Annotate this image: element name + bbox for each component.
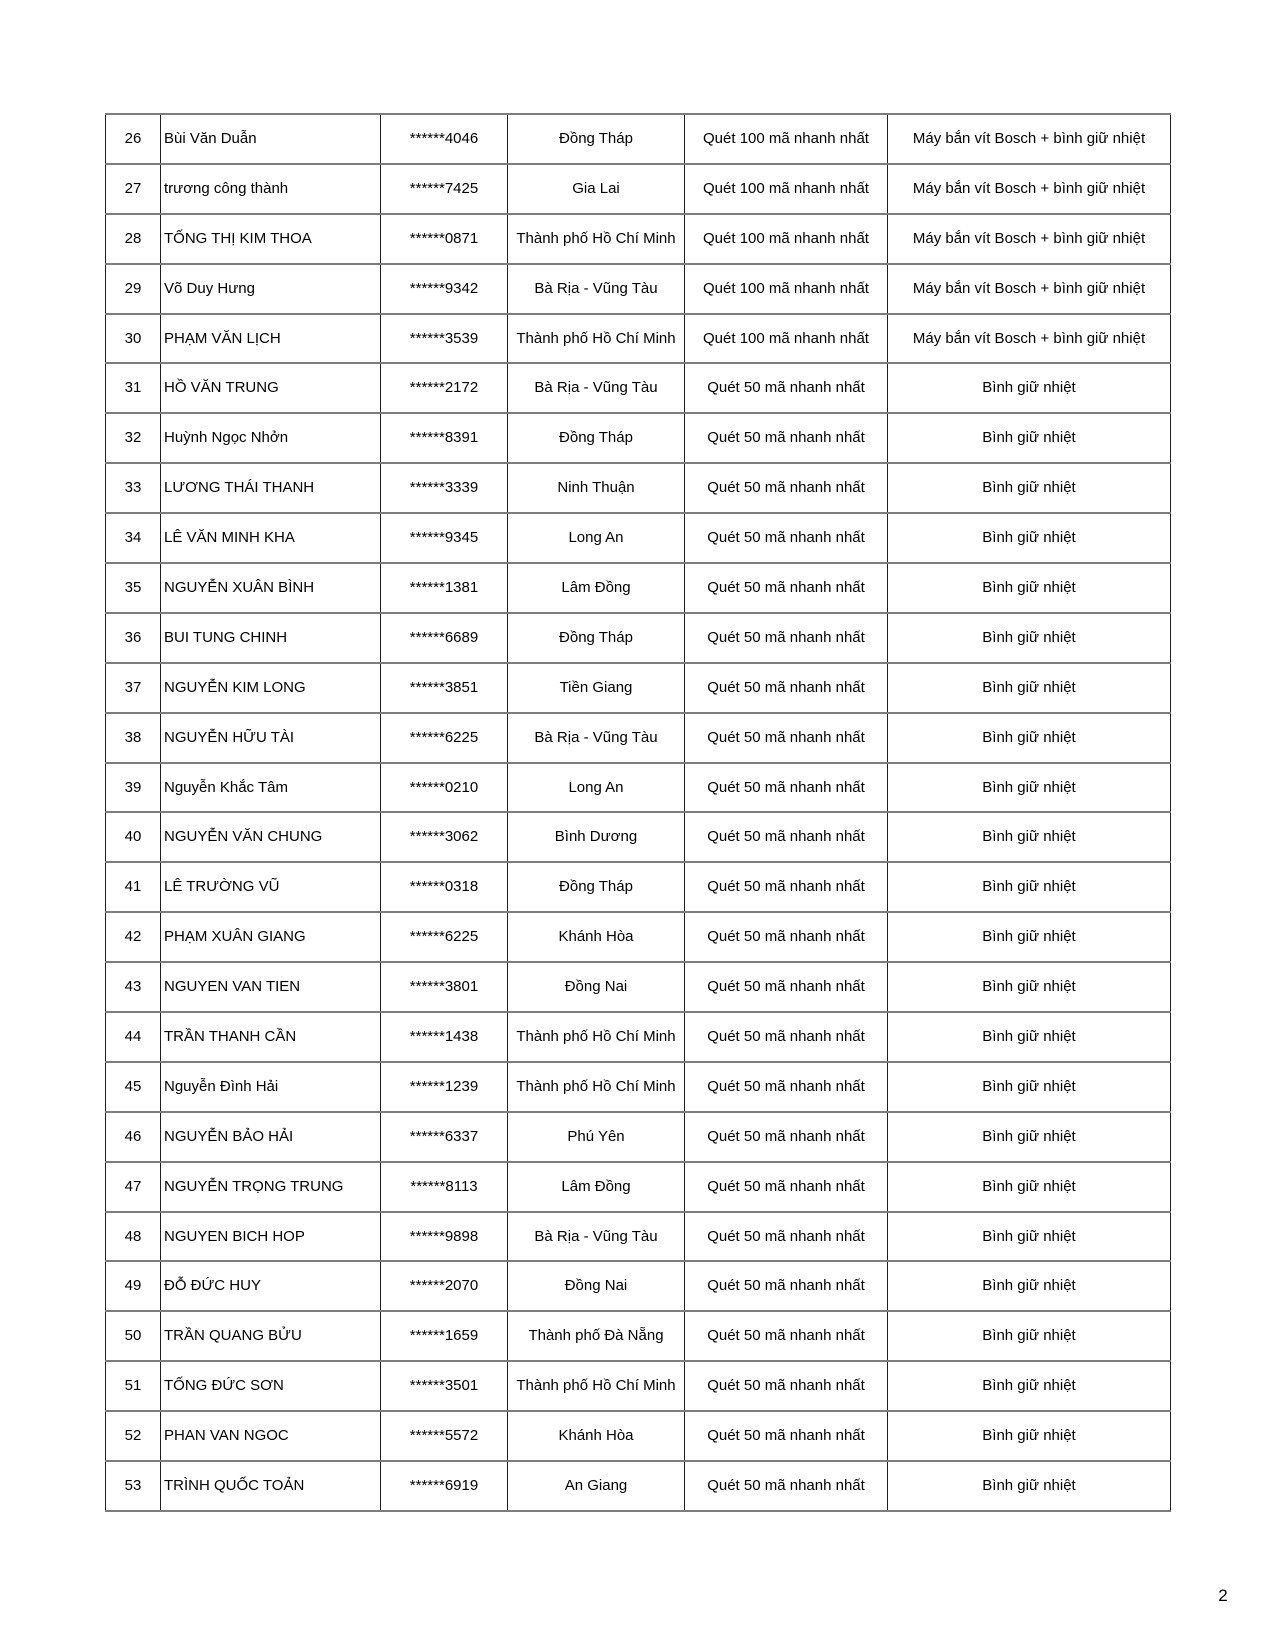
cell-province: Long An: [508, 763, 685, 813]
cell-no: 45: [106, 1062, 161, 1112]
cell-province: Khánh Hòa: [508, 912, 685, 962]
cell-province: Lâm Đồng: [508, 563, 685, 613]
cell-achievement: Quét 100 mã nhanh nhất: [685, 114, 888, 164]
cell-achievement: Quét 50 mã nhanh nhất: [685, 1361, 888, 1411]
cell-province: Bà Rịa - Vũng Tàu: [508, 363, 685, 413]
cell-phone: ******3801: [381, 962, 508, 1012]
table-row: [106, 1062, 1171, 1112]
cell-name: LƯƠNG THÁI THANH: [161, 463, 381, 513]
cell-phone: ******9345: [381, 513, 508, 563]
cell-no: 29: [106, 264, 161, 314]
cell-name: LÊ VĂN MINH KHA: [161, 513, 381, 563]
table-row: [106, 463, 1171, 513]
cell-phone: ******3851: [381, 663, 508, 713]
cell-phone: ******1239: [381, 1062, 508, 1112]
cell-province: Khánh Hòa: [508, 1411, 685, 1461]
cell-achievement: Quét 50 mã nhanh nhất: [685, 1411, 888, 1461]
cell-achievement: Quét 50 mã nhanh nhất: [685, 463, 888, 513]
table-row: [106, 214, 1171, 264]
cell-province: Đồng Tháp: [508, 114, 685, 164]
cell-prize: Bình giữ nhiệt: [888, 962, 1171, 1012]
cell-achievement: Quét 50 mã nhanh nhất: [685, 1261, 888, 1311]
table-row: [106, 763, 1171, 813]
cell-phone: ******3501: [381, 1361, 508, 1411]
table-row: [106, 513, 1171, 563]
cell-province: Lâm Đồng: [508, 1162, 685, 1212]
cell-province: Đồng Tháp: [508, 862, 685, 912]
table-row: [106, 713, 1171, 763]
cell-no: 41: [106, 862, 161, 912]
winners-table: [105, 113, 1171, 1512]
cell-prize: Bình giữ nhiệt: [888, 1012, 1171, 1062]
cell-prize: Bình giữ nhiệt: [888, 1062, 1171, 1112]
cell-achievement: Quét 50 mã nhanh nhất: [685, 713, 888, 763]
cell-no: 44: [106, 1012, 161, 1062]
cell-name: ĐỖ ĐỨC HUY: [161, 1261, 381, 1311]
cell-achievement: Quét 50 mã nhanh nhất: [685, 1311, 888, 1361]
cell-phone: ******1381: [381, 563, 508, 613]
page-number: 2: [1218, 1586, 1228, 1605]
cell-phone: ******2070: [381, 1261, 508, 1311]
cell-achievement: Quét 50 mã nhanh nhất: [685, 613, 888, 663]
cell-name: NGUYEN VAN TIEN: [161, 962, 381, 1012]
cell-phone: ******8113: [381, 1162, 508, 1212]
cell-achievement: Quét 50 mã nhanh nhất: [685, 1012, 888, 1062]
cell-no: 39: [106, 763, 161, 813]
cell-name: NGUYỄN KIM LONG: [161, 663, 381, 713]
cell-prize: Bình giữ nhiệt: [888, 713, 1171, 763]
cell-province: An Giang: [508, 1461, 685, 1511]
cell-prize: Bình giữ nhiệt: [888, 1112, 1171, 1162]
cell-phone: ******6337: [381, 1112, 508, 1162]
cell-achievement: Quét 50 mã nhanh nhất: [685, 812, 888, 862]
cell-phone: ******6689: [381, 613, 508, 663]
cell-phone: ******0871: [381, 214, 508, 264]
table-row: [106, 613, 1171, 663]
cell-no: 48: [106, 1212, 161, 1262]
cell-name: NGUYỄN TRỌNG TRUNG: [161, 1162, 381, 1212]
cell-name: TỐNG ĐỨC SƠN: [161, 1361, 381, 1411]
cell-province: Đồng Tháp: [508, 613, 685, 663]
table-row: [106, 164, 1171, 214]
cell-prize: Máy bắn vít Bosch + bình giữ nhiệt: [888, 264, 1171, 314]
cell-prize: Bình giữ nhiệt: [888, 1411, 1171, 1461]
table-row: [106, 114, 1171, 164]
table-row: [106, 912, 1171, 962]
cell-achievement: Quét 50 mã nhanh nhất: [685, 862, 888, 912]
cell-name: NGUYỄN VĂN CHUNG: [161, 812, 381, 862]
table-row: [106, 862, 1171, 912]
cell-no: 43: [106, 962, 161, 1012]
cell-phone: ******1438: [381, 1012, 508, 1062]
cell-phone: ******7425: [381, 164, 508, 214]
cell-no: 53: [106, 1461, 161, 1511]
cell-name: NGUYEN BICH HOP: [161, 1212, 381, 1262]
cell-prize: Bình giữ nhiệt: [888, 1361, 1171, 1411]
cell-no: 26: [106, 114, 161, 164]
cell-province: Đồng Nai: [508, 962, 685, 1012]
cell-province: Thành phố Hồ Chí Minh: [508, 1012, 685, 1062]
table-row: [106, 413, 1171, 463]
cell-no: 40: [106, 812, 161, 862]
cell-province: Tiền Giang: [508, 663, 685, 713]
cell-prize: Máy bắn vít Bosch + bình giữ nhiệt: [888, 164, 1171, 214]
cell-province: Thành phố Hồ Chí Minh: [508, 214, 685, 264]
cell-province: Bà Rịa - Vũng Tàu: [508, 264, 685, 314]
table-row: [106, 1261, 1171, 1311]
cell-prize: Bình giữ nhiệt: [888, 1461, 1171, 1511]
cell-prize: Bình giữ nhiệt: [888, 663, 1171, 713]
cell-name: TỐNG THỊ KIM THOA: [161, 214, 381, 264]
table-row: [106, 1112, 1171, 1162]
cell-achievement: Quét 50 mã nhanh nhất: [685, 413, 888, 463]
cell-no: 34: [106, 513, 161, 563]
cell-province: Đồng Nai: [508, 1261, 685, 1311]
cell-phone: ******3539: [381, 314, 508, 364]
cell-phone: ******0318: [381, 862, 508, 912]
table-row: [106, 1212, 1171, 1262]
cell-achievement: Quét 100 mã nhanh nhất: [685, 314, 888, 364]
cell-prize: Máy bắn vít Bosch + bình giữ nhiệt: [888, 214, 1171, 264]
cell-phone: ******4046: [381, 114, 508, 164]
cell-name: trương công thành: [161, 164, 381, 214]
cell-achievement: Quét 100 mã nhanh nhất: [685, 214, 888, 264]
cell-province: Bà Rịa - Vũng Tàu: [508, 1212, 685, 1262]
cell-prize: Bình giữ nhiệt: [888, 413, 1171, 463]
cell-province: Ninh Thuận: [508, 463, 685, 513]
cell-no: 47: [106, 1162, 161, 1212]
cell-no: 31: [106, 363, 161, 413]
table-row: [106, 363, 1171, 413]
cell-prize: Bình giữ nhiệt: [888, 363, 1171, 413]
cell-name: PHẠM VĂN LỊCH: [161, 314, 381, 364]
cell-phone: ******8391: [381, 413, 508, 463]
cell-no: 49: [106, 1261, 161, 1311]
cell-name: TRẦN THANH CẦN: [161, 1012, 381, 1062]
cell-phone: ******9898: [381, 1212, 508, 1262]
cell-no: 36: [106, 613, 161, 663]
cell-prize: Bình giữ nhiệt: [888, 1261, 1171, 1311]
cell-no: 50: [106, 1311, 161, 1361]
cell-prize: Bình giữ nhiệt: [888, 1212, 1171, 1262]
cell-no: 51: [106, 1361, 161, 1411]
cell-phone: ******3339: [381, 463, 508, 513]
winners-table-body: [106, 114, 1171, 1511]
cell-province: Gia Lai: [508, 164, 685, 214]
cell-no: 37: [106, 663, 161, 713]
cell-province: Thành phố Hồ Chí Minh: [508, 314, 685, 364]
table-row: [106, 1461, 1171, 1511]
cell-no: 28: [106, 214, 161, 264]
cell-name: HỒ VĂN TRUNG: [161, 363, 381, 413]
cell-prize: Máy bắn vít Bosch + bình giữ nhiệt: [888, 314, 1171, 364]
cell-phone: ******6225: [381, 912, 508, 962]
cell-no: 27: [106, 164, 161, 214]
table-row: [106, 812, 1171, 862]
cell-phone: ******2172: [381, 363, 508, 413]
cell-prize: Bình giữ nhiệt: [888, 912, 1171, 962]
cell-province: Long An: [508, 513, 685, 563]
cell-achievement: Quét 50 mã nhanh nhất: [685, 1461, 888, 1511]
cell-name: NGUYỄN HỮU TÀI: [161, 713, 381, 763]
cell-achievement: Quét 100 mã nhanh nhất: [685, 264, 888, 314]
cell-achievement: Quét 50 mã nhanh nhất: [685, 912, 888, 962]
cell-phone: ******6919: [381, 1461, 508, 1511]
cell-phone: ******0210: [381, 763, 508, 813]
table-row: [106, 314, 1171, 364]
cell-name: Nguyễn Đình Hải: [161, 1062, 381, 1112]
cell-achievement: Quét 100 mã nhanh nhất: [685, 164, 888, 214]
cell-name: Bùi Văn Duẫn: [161, 114, 381, 164]
cell-no: 38: [106, 713, 161, 763]
cell-phone: ******1659: [381, 1311, 508, 1361]
cell-name: TRÌNH QUỐC TOẢN: [161, 1461, 381, 1511]
cell-name: NGUYỄN BẢO HẢI: [161, 1112, 381, 1162]
cell-no: 46: [106, 1112, 161, 1162]
cell-no: 52: [106, 1411, 161, 1461]
cell-province: Phú Yên: [508, 1112, 685, 1162]
table-row: [106, 1012, 1171, 1062]
cell-province: Bình Dương: [508, 812, 685, 862]
cell-prize: Bình giữ nhiệt: [888, 463, 1171, 513]
table-row: [106, 264, 1171, 314]
cell-name: BUI TUNG CHINH: [161, 613, 381, 663]
cell-prize: Bình giữ nhiệt: [888, 812, 1171, 862]
table-row: [106, 962, 1171, 1012]
cell-prize: Bình giữ nhiệt: [888, 1311, 1171, 1361]
cell-province: Bà Rịa - Vũng Tàu: [508, 713, 685, 763]
cell-phone: ******9342: [381, 264, 508, 314]
cell-achievement: Quét 50 mã nhanh nhất: [685, 1212, 888, 1262]
cell-prize: Bình giữ nhiệt: [888, 513, 1171, 563]
cell-province: Thành phố Hồ Chí Minh: [508, 1062, 685, 1112]
cell-prize: Bình giữ nhiệt: [888, 763, 1171, 813]
cell-phone: ******6225: [381, 713, 508, 763]
cell-prize: Bình giữ nhiệt: [888, 862, 1171, 912]
cell-no: 35: [106, 563, 161, 613]
table-row: [106, 1311, 1171, 1361]
cell-prize: Bình giữ nhiệt: [888, 563, 1171, 613]
cell-no: 33: [106, 463, 161, 513]
cell-phone: ******5572: [381, 1411, 508, 1461]
cell-achievement: Quét 50 mã nhanh nhất: [685, 962, 888, 1012]
cell-name: NGUYỄN XUÂN BÌNH: [161, 563, 381, 613]
cell-achievement: Quét 50 mã nhanh nhất: [685, 1162, 888, 1212]
table-row: [106, 563, 1171, 613]
cell-name: Nguyễn Khắc Tâm: [161, 763, 381, 813]
cell-name: Huỳnh Ngọc Nhởn: [161, 413, 381, 463]
table-row: [106, 1411, 1171, 1461]
cell-achievement: Quét 50 mã nhanh nhất: [685, 513, 888, 563]
cell-achievement: Quét 50 mã nhanh nhất: [685, 1062, 888, 1112]
cell-achievement: Quét 50 mã nhanh nhất: [685, 663, 888, 713]
cell-name: TRẦN QUANG BỬU: [161, 1311, 381, 1361]
cell-no: 42: [106, 912, 161, 962]
cell-achievement: Quét 50 mã nhanh nhất: [685, 763, 888, 813]
cell-no: 30: [106, 314, 161, 364]
cell-achievement: Quét 50 mã nhanh nhất: [685, 1112, 888, 1162]
table-row: [106, 1361, 1171, 1411]
cell-achievement: Quét 50 mã nhanh nhất: [685, 363, 888, 413]
cell-province: Đồng Tháp: [508, 413, 685, 463]
cell-achievement: Quét 50 mã nhanh nhất: [685, 563, 888, 613]
cell-prize: Máy bắn vít Bosch + bình giữ nhiệt: [888, 114, 1171, 164]
cell-name: PHẠM XUÂN GIANG: [161, 912, 381, 962]
cell-province: Thành phố Hồ Chí Minh: [508, 1361, 685, 1411]
table-row: [106, 663, 1171, 713]
cell-name: LÊ TRƯỜNG VŨ: [161, 862, 381, 912]
cell-prize: Bình giữ nhiệt: [888, 613, 1171, 663]
cell-name: PHAN VAN NGOC: [161, 1411, 381, 1461]
cell-name: Võ Duy Hưng: [161, 264, 381, 314]
cell-province: Thành phố Đà Nẵng: [508, 1311, 685, 1361]
cell-phone: ******3062: [381, 812, 508, 862]
table-row: [106, 1162, 1171, 1212]
cell-no: 32: [106, 413, 161, 463]
cell-prize: Bình giữ nhiệt: [888, 1162, 1171, 1212]
